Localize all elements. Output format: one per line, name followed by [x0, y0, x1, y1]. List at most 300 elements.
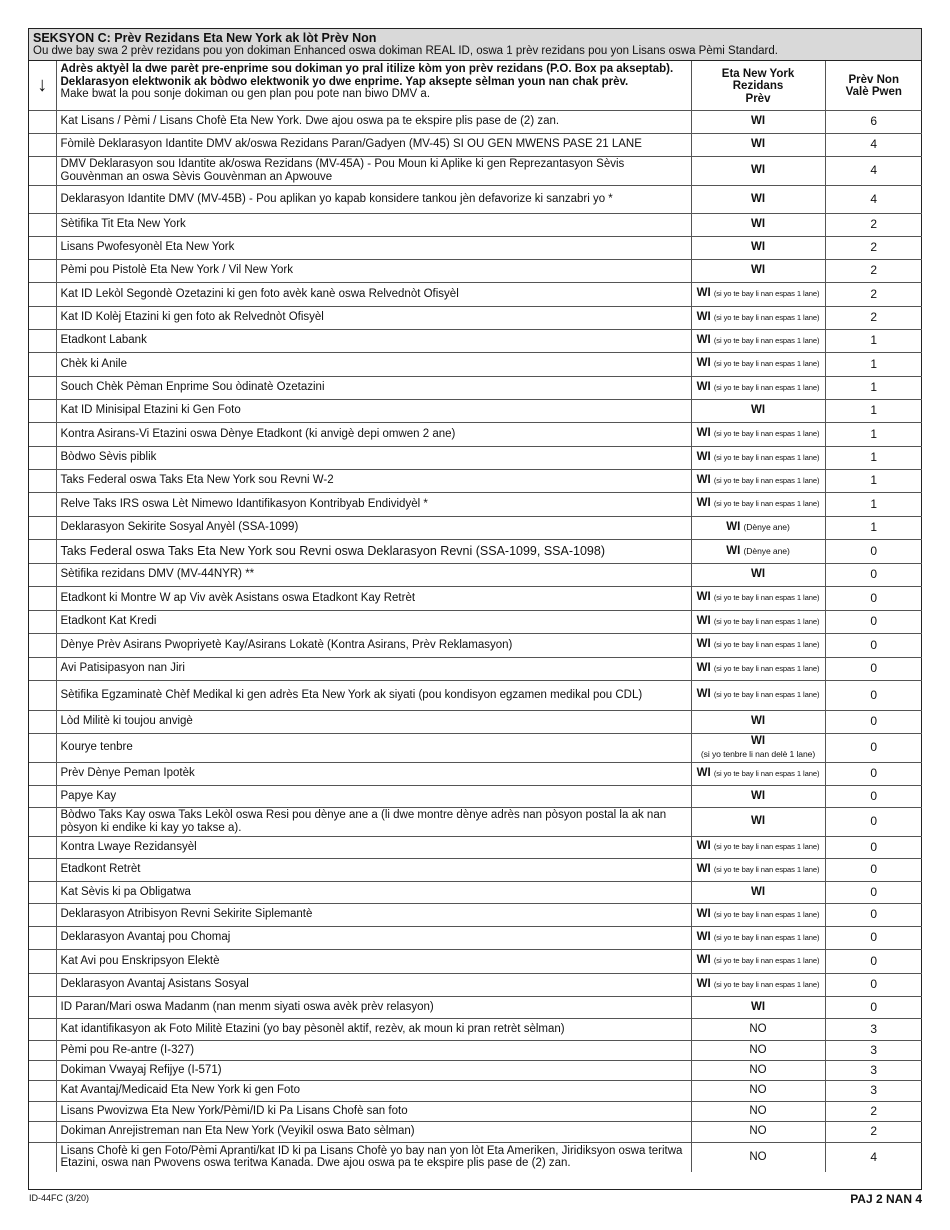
residency-proof-answer: WI — [696, 907, 711, 920]
checkbox-cell[interactable] — [29, 282, 56, 306]
header-proof-line: Prèv — [745, 92, 771, 105]
table-row — [29, 633, 922, 657]
residency-proof-cell — [691, 1060, 825, 1080]
document-description: Deklarasyon Idantite DMV (MV-45B) - Pou aplikan yo kapab konsidere tankou jèn defavorize ki sanzabri yo * — [56, 185, 691, 213]
document-description: Lisans Pwovizwa Eta New York/Pèmi/ID ki Pa Lisans Chofè san foto — [56, 1101, 691, 1121]
residency-proof-answer: WI — [696, 427, 711, 440]
checkbox-cell[interactable] — [29, 469, 56, 492]
residency-proof-cell — [691, 133, 825, 156]
residency-proof-note: (si yo te bay li nan espas 1 lane) — [713, 979, 820, 989]
residency-proof-answer: WI — [750, 192, 766, 205]
residency-proof-cell — [691, 633, 825, 657]
checkbox-cell[interactable] — [29, 785, 56, 807]
checkbox-cell[interactable] — [29, 657, 56, 680]
name-proof-points: 0 — [825, 881, 922, 903]
name-proof-points: 0 — [825, 926, 922, 949]
residency-proof-answer: WI — [696, 840, 711, 853]
residency-proof-cell — [691, 762, 825, 785]
document-description: Kat Avantaj/Medicaid Eta New York ki gen Foto — [56, 1080, 691, 1101]
name-proof-points: 1 — [825, 469, 922, 492]
document-description: Kat ID Lekòl Segondè Ozetazini ki gen foto avèk kanè oswa Relvednòt Ofisyèl — [56, 282, 691, 306]
residency-proof-note: (si yo te bay li nan espas 1 lane) — [713, 289, 820, 299]
document-description: Prèv Dènye Peman Ipotèk — [56, 762, 691, 785]
checkbox-cell[interactable] — [29, 973, 56, 996]
checkbox-cell[interactable] — [29, 516, 56, 539]
residency-proof-cell — [691, 376, 825, 399]
name-proof-points: 3 — [825, 1080, 922, 1101]
table-row — [29, 236, 922, 259]
residency-proof-answer: WI — [750, 815, 766, 828]
name-proof-points: 1 — [825, 399, 922, 422]
table-row — [29, 1142, 922, 1172]
name-proof-points: 3 — [825, 1040, 922, 1060]
header-description-line: Deklarasyon elektwonik ak bòdwo elektwonik yo dwe enprime. Yap aksepte sèlman youn nan chak prèv. — [60, 75, 629, 88]
name-proof-points: 2 — [825, 282, 922, 306]
residency-proof-note: (si yo te bay li nan espas 1 lane) — [713, 640, 820, 650]
header-description-line: Adrès aktyèl la dwe parèt pre-enprime sou dokiman yo pral itilize kòm yon prèv rezidans (P.O. Box pa akseptab). — [60, 63, 674, 75]
residency-proof-answer: NO — [749, 1022, 767, 1035]
residency-proof-cell — [691, 610, 825, 633]
residency-proof-note: (si yo te bay li nan espas 1 lane) — [713, 842, 820, 852]
checkbox-cell[interactable] — [29, 539, 56, 563]
document-description: Kat ID Minisipal Etazini ki Gen Foto — [56, 399, 691, 422]
residency-proof-cell — [691, 446, 825, 469]
residency-proof-answer: WI — [696, 333, 711, 346]
checkbox-cell[interactable] — [29, 133, 56, 156]
checkbox-cell[interactable] — [29, 680, 56, 710]
residency-proof-answer: WI — [696, 661, 711, 674]
document-description: Lisans Chofè ki gen Foto/Pèmi Apranti/kat ID ki pa Lisans Chofè yo bay nan yon lòt Eta Ameriken, Jiridiksyon oswa teritwa Etazini, oswa nan Pwovens oswa teritwa Kanada. Dwe ajou oswa pa te ekspire plis pase de (2) zan. — [56, 1142, 691, 1172]
table-row — [29, 376, 922, 399]
residency-proof-note: (si yo te bay li nan espas 1 lane) — [713, 956, 820, 966]
name-proof-points: 4 — [825, 156, 922, 185]
name-proof-points: 4 — [825, 1142, 922, 1172]
table-row — [29, 903, 922, 926]
residency-proof-cell — [691, 306, 825, 329]
document-description: Sètifika rezidans DMV (MV-44NYR) ** — [56, 563, 691, 586]
residency-proof-answer: WI — [696, 688, 711, 701]
residency-proof-answer: WI — [696, 614, 711, 627]
residency-proof-answer: WI — [696, 287, 711, 300]
residency-proof-note: (Dènye ane) — [743, 545, 790, 556]
table-row — [29, 329, 922, 352]
table-row — [29, 1101, 922, 1121]
document-description: Kat ID Kolèj Etazini ki gen foto ak Relvednòt Ofisyèl — [56, 306, 691, 329]
residency-proof-answer: WI — [750, 218, 766, 231]
checkbox-cell[interactable] — [29, 306, 56, 329]
name-proof-points: 0 — [825, 610, 922, 633]
name-proof-points: 6 — [825, 110, 922, 133]
table-row — [29, 586, 922, 610]
document-description: Deklarasyon Sekirite Sosyal Anyèl (SSA-1099) — [56, 516, 691, 539]
checkbox-cell[interactable] — [29, 446, 56, 469]
residency-proof-answer: WI — [726, 544, 741, 557]
residency-proof-note: (si yo te bay li nan espas 1 lane) — [713, 616, 820, 626]
residency-proof-cell — [691, 973, 825, 996]
name-proof-points: 0 — [825, 680, 922, 710]
residency-proof-cell — [691, 1101, 825, 1121]
residency-proof-answer: WI — [750, 568, 766, 581]
residency-proof-answer: WI — [750, 789, 766, 802]
document-description: Dènye Prèv Asirans Pwopriyetè Kay/Asirans Lokatè (Kontra Asirans, Prèv Reklamasyon) — [56, 633, 691, 657]
checkbox-cell[interactable] — [29, 399, 56, 422]
document-description: Souch Chèk Pèman Enprime Sou òdinatè Ozetazini — [56, 376, 691, 399]
proof-section-frame — [28, 28, 922, 1190]
residency-proof-cell — [691, 282, 825, 306]
residency-proof-answer: WI — [750, 138, 766, 151]
table-row — [29, 446, 922, 469]
residency-proof-answer: NO — [749, 1084, 767, 1097]
table-row — [29, 1121, 922, 1142]
checkbox-cell[interactable] — [29, 710, 56, 733]
checkbox-cell[interactable] — [29, 807, 56, 836]
residency-proof-note: (si yo te bay li nan espas 1 lane) — [713, 312, 820, 322]
name-proof-points: 0 — [825, 539, 922, 563]
section-subtitle: Ou dwe bay swa 2 prèv rezidans pou yon dokiman Enhanced oswa dokiman REAL ID, oswa 1 prèv rezidans pou yon Lisans oswa Pèmi Standard. — [33, 45, 778, 57]
table-row — [29, 610, 922, 633]
document-description: Lòd Militè ki toujou anvigè — [56, 710, 691, 733]
residency-proof-cell — [691, 259, 825, 282]
section-header — [29, 29, 921, 61]
table-row — [29, 996, 922, 1018]
section-title: SEKSYON C: Prèv Rezidans Eta New York ak lòt Prèv Non — [33, 31, 377, 45]
name-proof-points: 0 — [825, 586, 922, 610]
document-description: Taks Federal oswa Taks Eta New York sou Revni oswa Deklarasyon Revni (SSA-1099, SSA-1098) — [56, 539, 691, 563]
document-description: Chèk ki Anile — [56, 352, 691, 376]
name-proof-points: 0 — [825, 657, 922, 680]
table-row — [29, 680, 922, 710]
checkbox-cell[interactable] — [29, 329, 56, 352]
name-proof-points: 4 — [825, 133, 922, 156]
residency-proof-answer: WI — [696, 766, 711, 779]
name-proof-points: 1 — [825, 422, 922, 446]
residency-proof-answer: WI — [696, 450, 711, 463]
residency-proof-cell — [691, 807, 825, 836]
table-row — [29, 762, 922, 785]
document-description: Dokiman Vwayaj Refijye (I-571) — [56, 1060, 691, 1080]
table-row — [29, 492, 922, 516]
table-row — [29, 949, 922, 973]
checkbox-cell[interactable] — [29, 422, 56, 446]
residency-proof-note: (si yo te bay li nan espas 1 lane) — [713, 429, 820, 439]
checkbox-cell[interactable] — [29, 1142, 56, 1172]
residency-proof-answer: WI — [696, 862, 711, 875]
table-row — [29, 733, 922, 762]
residency-proof-cell — [691, 657, 825, 680]
document-description: Kat idantifikasyon ak Foto Militè Etazini (yo bay pèsonèl aktif, rezèv, ak moun ki pran retrèt sèlman) — [56, 1018, 691, 1040]
document-description: Pèmi pou Re-antre (I-327) — [56, 1040, 691, 1060]
table-row — [29, 858, 922, 881]
header-description — [56, 61, 691, 110]
document-description: Relve Taks IRS oswa Lèt Nimewo Idantifikasyon Kontribyab Endividyèl * — [56, 492, 691, 516]
name-proof-points: 0 — [825, 710, 922, 733]
form-id: ID-44FC (3/20) — [29, 1193, 90, 1203]
checkbox-cell[interactable] — [29, 185, 56, 213]
checkbox-cell[interactable] — [29, 586, 56, 610]
checkbox-cell[interactable] — [29, 1080, 56, 1101]
header-name-points — [825, 61, 922, 110]
name-proof-points: 1 — [825, 329, 922, 352]
checkbox-cell[interactable] — [29, 858, 56, 881]
checkbox-cell[interactable] — [29, 762, 56, 785]
document-description: Deklarasyon Atribisyon Revni Sekirite Siplemantè — [56, 903, 691, 926]
residency-proof-answer: WI — [750, 1000, 766, 1013]
residency-proof-answer: WI — [750, 264, 766, 277]
name-proof-points: 0 — [825, 949, 922, 973]
residency-proof-cell — [691, 836, 825, 858]
residency-proof-cell — [691, 185, 825, 213]
residency-proof-cell — [691, 1121, 825, 1142]
residency-proof-cell — [691, 903, 825, 926]
residency-proof-cell — [691, 881, 825, 903]
name-proof-points: 0 — [825, 973, 922, 996]
table-row — [29, 1018, 922, 1040]
residency-proof-note: (Dènye ane) — [743, 522, 790, 533]
residency-proof-answer: WI — [696, 497, 711, 510]
residency-proof-answer: WI — [750, 735, 766, 747]
document-description: Kouryе tenbre — [56, 733, 691, 762]
residency-proof-cell — [691, 329, 825, 352]
checkbox-cell[interactable] — [29, 213, 56, 236]
checkbox-cell[interactable] — [29, 733, 56, 762]
document-description: Bòdwo Sèvis piblik — [56, 446, 691, 469]
name-proof-points: 2 — [825, 1101, 922, 1121]
document-description: Lisans Pwofesyonèl Eta New York — [56, 236, 691, 259]
residency-proof-answer: WI — [696, 954, 711, 967]
name-proof-points: 1 — [825, 492, 922, 516]
checkbox-cell[interactable] — [29, 1101, 56, 1121]
document-description: Etadkont Kat Kredi — [56, 610, 691, 633]
document-description: Pèmi pou Pistolè Eta New York / Vil New York — [56, 259, 691, 282]
document-description: Deklarasyon Avantaj pou Chomaj — [56, 926, 691, 949]
residency-proof-cell — [691, 1018, 825, 1040]
name-proof-points: 0 — [825, 633, 922, 657]
residency-proof-cell — [691, 422, 825, 446]
table-row — [29, 563, 922, 586]
name-proof-points: 2 — [825, 236, 922, 259]
residency-proof-cell — [691, 1040, 825, 1060]
document-description: Kat Avi pou Enskripsyon Elektè — [56, 949, 691, 973]
residency-proof-cell — [691, 352, 825, 376]
residency-proof-note: (si yo te bay li nan espas 1 lane) — [713, 452, 820, 462]
document-description: DMV Deklarasyon sou Idantite ak/oswa Rezidans (MV-45A) - Pou Moun ki Aplike ki gen Reprezantasyon Sèvis Gouvènman an oswa Sèvis Gouvènman an Apwouve — [56, 156, 691, 185]
residency-proof-answer: WI — [750, 404, 766, 417]
checkbox-cell[interactable] — [29, 1060, 56, 1080]
table-row — [29, 352, 922, 376]
document-description: Papye Kay — [56, 785, 691, 807]
residency-proof-cell — [691, 236, 825, 259]
document-description: Avi Patisipasyon nan Jiri — [56, 657, 691, 680]
checkbox-cell[interactable] — [29, 156, 56, 185]
residency-proof-cell — [691, 586, 825, 610]
table-row — [29, 881, 922, 903]
residency-proof-cell — [691, 469, 825, 492]
residency-proof-cell — [691, 996, 825, 1018]
name-proof-points: 0 — [825, 762, 922, 785]
residency-proof-answer: WI — [696, 473, 711, 486]
residency-proof-answer: WI — [696, 380, 711, 393]
checkbox-cell[interactable] — [29, 949, 56, 973]
table-row — [29, 1060, 922, 1080]
table-row — [29, 836, 922, 858]
table-row — [29, 469, 922, 492]
table-row — [29, 259, 922, 282]
down-arrow-icon: ↓ — [29, 61, 56, 110]
name-proof-points: 0 — [825, 563, 922, 586]
residency-proof-note: (si yo te bay li nan espas 1 lane) — [713, 768, 820, 778]
checkbox-cell[interactable] — [29, 563, 56, 586]
residency-proof-cell — [691, 539, 825, 563]
residency-proof-cell — [691, 492, 825, 516]
residency-proof-answer: WI — [750, 715, 766, 728]
page-number: PAJ 2 NAN 4 — [850, 1192, 922, 1206]
table-row — [29, 306, 922, 329]
residency-proof-cell — [691, 858, 825, 881]
residency-proof-cell — [691, 785, 825, 807]
header-residency-proof — [691, 61, 825, 110]
header-points-line: Valè Pwen — [845, 86, 902, 99]
residency-proof-answer: WI — [696, 638, 711, 651]
table-row — [29, 1040, 922, 1060]
document-description: ID Paran/Mari oswa Madanm (nan menm siyati oswa avèk prèv relasyon) — [56, 996, 691, 1018]
checkbox-cell[interactable] — [29, 633, 56, 657]
document-description: Kat Sèvis ki pa Obligatwa — [56, 881, 691, 903]
residency-proof-answer: NO — [749, 1043, 767, 1056]
name-proof-points: 2 — [825, 259, 922, 282]
residency-proof-answer: WI — [696, 357, 711, 370]
name-proof-points: 0 — [825, 858, 922, 881]
name-proof-points: 0 — [825, 996, 922, 1018]
table-row — [29, 422, 922, 446]
document-description: Kontra Lwaye Rezidansyèl — [56, 836, 691, 858]
checkbox-cell[interactable] — [29, 352, 56, 376]
checkbox-cell[interactable] — [29, 110, 56, 133]
residency-proof-note: (si yo te bay li nan espas 1 lane) — [713, 499, 820, 509]
residency-proof-cell — [691, 926, 825, 949]
residency-proof-note: (si yo te bay li nan espas 1 lane) — [713, 359, 820, 369]
residency-proof-answer: NO — [749, 1125, 767, 1138]
residency-proof-cell — [691, 1142, 825, 1172]
table-row — [29, 539, 922, 563]
checkbox-cell[interactable] — [29, 236, 56, 259]
document-description: Sètifika Tit Eta New York — [56, 213, 691, 236]
table-row — [29, 110, 922, 133]
residency-proof-cell — [691, 213, 825, 236]
residency-proof-answer: WI — [696, 310, 711, 323]
document-description: Etadkont Retrèt — [56, 858, 691, 881]
residency-proof-cell — [691, 733, 825, 762]
name-proof-points: 1 — [825, 376, 922, 399]
name-proof-points: 0 — [825, 903, 922, 926]
name-proof-points: 2 — [825, 213, 922, 236]
table-row — [29, 785, 922, 807]
table-row — [29, 516, 922, 539]
table-row — [29, 213, 922, 236]
table-row — [29, 156, 922, 185]
residency-proof-note: (si yo te bay li nan espas 1 lane) — [713, 335, 820, 345]
residency-proof-cell — [691, 563, 825, 586]
checkbox-cell[interactable] — [29, 376, 56, 399]
residency-proof-answer: WI — [750, 885, 766, 898]
residency-proof-note: (si yo te bay li nan espas 1 lane) — [713, 864, 820, 874]
checkbox-cell[interactable] — [29, 836, 56, 858]
checkbox-cell[interactable] — [29, 926, 56, 949]
residency-proof-note: (si yo te bay li nan espas 1 lane) — [713, 932, 820, 942]
name-proof-points: 4 — [825, 185, 922, 213]
name-proof-points: 0 — [825, 807, 922, 836]
name-proof-points: 2 — [825, 306, 922, 329]
residency-proof-cell — [691, 156, 825, 185]
checkbox-cell[interactable] — [29, 996, 56, 1018]
table-row — [29, 807, 922, 836]
document-description: Kat Lisans / Pèmi / Lisans Chofè Eta New York. Dwe ajou oswa pa te ekspire plis pase de (2) zan. — [56, 110, 691, 133]
residency-proof-cell — [691, 680, 825, 710]
residency-proof-answer: WI — [750, 241, 766, 254]
name-proof-points: 0 — [825, 733, 922, 762]
name-proof-points: 0 — [825, 785, 922, 807]
residency-proof-answer: WI — [696, 977, 711, 990]
document-description: Etadkont Labank — [56, 329, 691, 352]
document-description: Kontra Asirans-Vi Etazini oswa Dènye Etadkont (ki anvigè depi omwen 2 ane) — [56, 422, 691, 446]
checkbox-cell[interactable] — [29, 610, 56, 633]
name-proof-points: 3 — [825, 1060, 922, 1080]
header-proof-line: Rezidans — [732, 80, 784, 92]
document-description: Deklarasyon Avantaj Asistans Sosyal — [56, 973, 691, 996]
checkbox-cell[interactable] — [29, 1040, 56, 1060]
header-description-line: Make bwat la pou sonje dokiman ou gen plan pou pote nan biwo DMV a. — [60, 88, 431, 100]
document-description: Bòdwo Taks Kay oswa Taks Lekòl oswa Resi pou dènye ane a (li dwe montre dènye adrès nan pòsyon postal la ak nan pòsyon ki endike ki kay yo takse a). — [56, 807, 691, 836]
name-proof-points: 1 — [825, 446, 922, 469]
header-points-line: Prèv Non — [848, 73, 899, 86]
residency-proof-note: (si yo te bay li nan espas 1 lane) — [713, 909, 820, 919]
table-row — [29, 657, 922, 680]
residency-proof-cell — [691, 949, 825, 973]
name-proof-points: 2 — [825, 1121, 922, 1142]
residency-proof-answer: WI — [726, 521, 741, 534]
residency-proof-cell — [691, 710, 825, 733]
residency-proof-answer: WI — [696, 930, 711, 943]
checkbox-cell[interactable] — [29, 881, 56, 903]
residency-proof-cell — [691, 1080, 825, 1101]
table-row — [29, 1080, 922, 1101]
table-row — [29, 926, 922, 949]
table-row — [29, 710, 922, 733]
name-proof-points: 1 — [825, 352, 922, 376]
residency-proof-note: (si yo te bay li nan espas 1 lane) — [713, 663, 820, 673]
document-description: Taks Federal oswa Taks Eta New York sou Revni W-2 — [56, 469, 691, 492]
proof-table — [29, 61, 922, 1172]
residency-proof-note: (si yo te bay li nan espas 1 lane) — [713, 690, 820, 700]
checkbox-cell[interactable] — [29, 1018, 56, 1040]
checkbox-cell[interactable] — [29, 903, 56, 926]
residency-proof-answer: WI — [750, 115, 766, 128]
residency-proof-answer: NO — [749, 1104, 767, 1117]
table-row — [29, 133, 922, 156]
proof-rows — [29, 110, 922, 1172]
residency-proof-cell — [691, 399, 825, 422]
residency-proof-answer: WI — [696, 591, 711, 604]
residency-proof-note: (si yo tenbre li nan delè 1 lane) — [700, 748, 816, 759]
table-row — [29, 973, 922, 996]
header-proof-line: Eta New York — [721, 67, 795, 80]
checkbox-cell[interactable] — [29, 1121, 56, 1142]
document-description: Dokiman Anrejistreman nan Eta New York (Veyikil oswa Bato sèlman) — [56, 1121, 691, 1142]
checkbox-cell[interactable] — [29, 259, 56, 282]
table-row — [29, 282, 922, 306]
checkbox-cell[interactable] — [29, 492, 56, 516]
residency-proof-answer: WI — [750, 164, 766, 177]
document-description: Fòmilè Deklarasyon Idantite DMV ak/oswa Rezidans Paran/Gadyen (MV-45) SI OU GEN MWENS PASE 21 LANE — [56, 133, 691, 156]
